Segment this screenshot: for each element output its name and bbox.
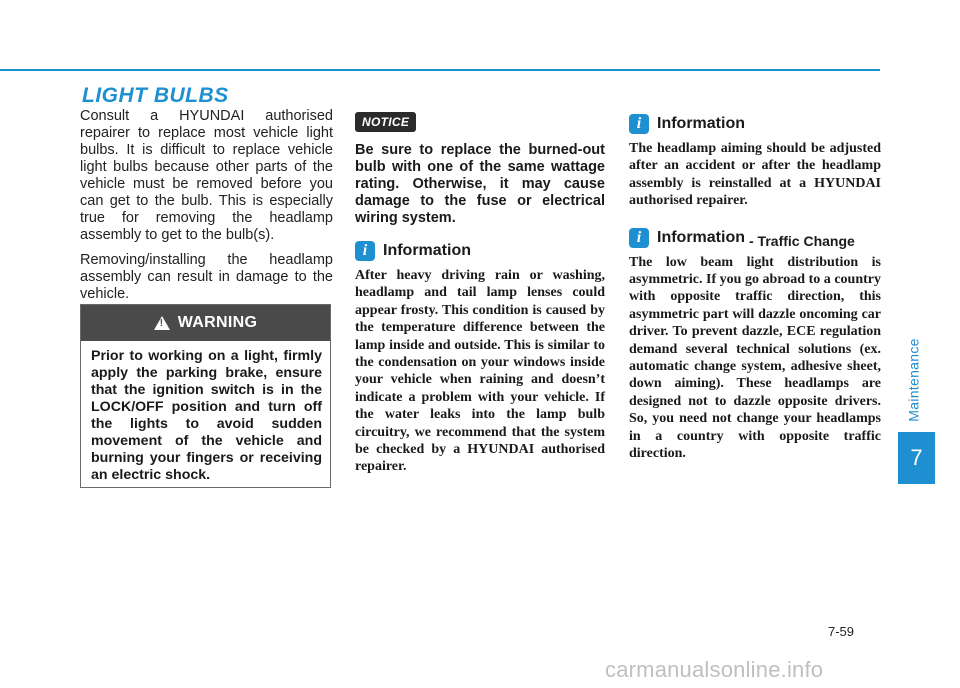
chapter-side-label bbox=[893, 330, 935, 430]
section-title: LIGHT BULBS bbox=[82, 84, 229, 107]
warning-label: WARNING bbox=[177, 314, 258, 331]
info-text-aiming: The headlamp aiming should be adjusted after an accident or after the headlamp assembly is reinstalled at a HYUNDAI authorised repairer. bbox=[629, 141, 881, 209]
column-left bbox=[80, 108, 333, 311]
column-middle bbox=[355, 108, 605, 476]
column-right bbox=[629, 108, 881, 463]
info-heading-aiming bbox=[629, 114, 881, 134]
info-heading-traffic bbox=[629, 228, 881, 248]
intro-paragraph: Consult a HYUNDAI authorised repairer to replace most vehicle light bulbs. It is difficult to replace vehicle light bulbs because other parts of the vehicle must be removed before you can get to the bulb. This is especially true for removing the headlamp assembly to get to the bulb(s). bbox=[80, 108, 333, 243]
info-title: Information bbox=[657, 228, 745, 246]
chapter-label: Maintenance bbox=[906, 338, 922, 422]
warning-triangle-icon bbox=[154, 316, 170, 330]
info-title: Information bbox=[383, 242, 471, 259]
warning-header bbox=[81, 305, 330, 341]
top-rule bbox=[0, 69, 880, 71]
notice-badge: NOTICE bbox=[355, 112, 416, 132]
info-text-traffic: The low beam light distribution is asymmetric. If you go abroad to a country with opposite traffic direction, this asymmetric part will dazzle oncoming car driver. To prevent dazzle, ECE regulation demand several technical solutions (ex. automatic change system, adhesive sheet, down aiming). These headlamps are designed not to dazzle opposite drivers. So, you need not change your headlamps in a country with opposite traffic direction. bbox=[629, 254, 881, 462]
warning-text: Prior to working on a light, firmly apply the parking brake, ensure that the ignition switch is in the LOCK/OFF position and turn off the lights to avoid sudden movement of the vehicle and burning your fingers or receiving an electric shock. bbox=[91, 348, 322, 483]
info-icon: i bbox=[629, 228, 649, 248]
info-title: Information bbox=[657, 115, 745, 132]
info-subtitle: - Traffic Change bbox=[749, 232, 855, 249]
info-heading-condensation bbox=[355, 241, 605, 261]
page-number: 7-59 bbox=[828, 624, 855, 639]
watermark: carmanualsonline.info bbox=[605, 657, 824, 682]
info-text-condensation: After heavy driving rain or washing, headlamp and tail lamp lenses could appear frosty. This condition is caused by the temperature difference between the lamp inside and outside. This is similar to the condensation on your windows inside your vehicle when raining and doesn’t indicate a problem with your vehicle. If the water leaks into the lamp bulb circuitry, we recommend that the system be checked by a HYUNDAI authorised repairer. bbox=[355, 268, 605, 475]
notice-text: Be sure to replace the burned-out bulb with one of the same wattage rating. Otherwise, it may cause damage to the fuse or electrical wiring system. bbox=[355, 142, 605, 226]
warning-box bbox=[80, 304, 331, 488]
info-icon: i bbox=[629, 114, 649, 134]
chapter-tab: 7 bbox=[898, 432, 935, 484]
headlamp-paragraph: Removing/installing the headlamp assembly can result in damage to the vehicle. bbox=[80, 252, 333, 302]
info-icon: i bbox=[355, 241, 375, 261]
